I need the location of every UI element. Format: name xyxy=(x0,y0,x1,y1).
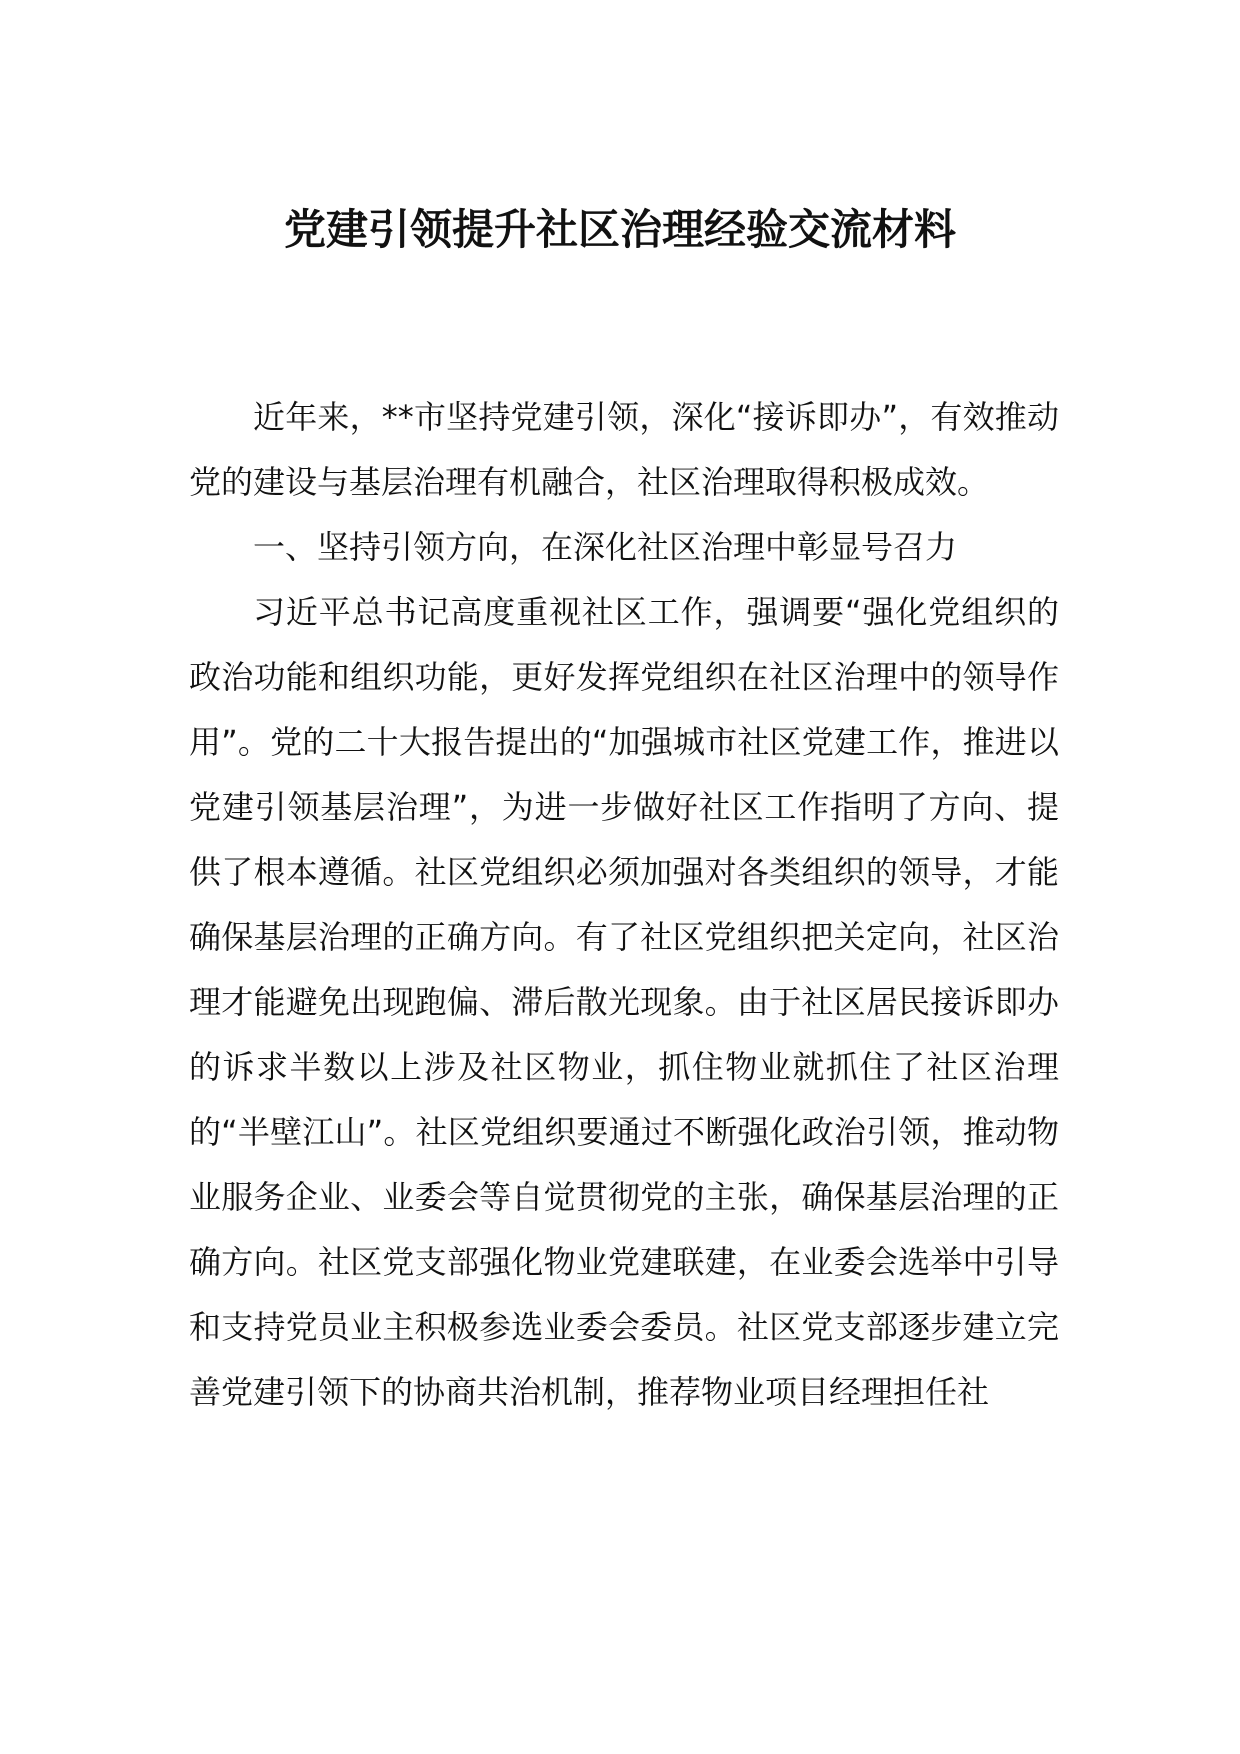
document-title: 党建引领提升社区治理经验交流材料 xyxy=(283,205,956,254)
paragraph-intro: 近年来，**市坚持党建引领，深化“接诉即办”，有效推动党的建设与基层治理有机融合，社区治理取得积极成效。 xyxy=(189,398,1059,501)
paragraph-section-1: 习近平总书记高度重视社区工作，强调要“强化党组织的政治功能和组织功能，更好发挥党组织在社区治理中的领导作用”。党的二十大报告提出的“加强城市社区党建工作，推进以党建引领基层治理”，为进一步做好社区工作指明了方向、提供了根本遵循。社区党组织必须加强对各类组织的领导，才能确保基层治理的正确方向。有了社区党组织把关定向，社区治理才能避免出现跑偏、滞后散光现象。由于社区居民接诉即办的诉求半数以上涉及社区物业，抓住物业就抓住了社区治理的“半壁江山”。社区党组织要通过不断强化政治引领，推动物业服务企业、业委会等自觉贯彻党的主张，确保基层治理的正确方向。社区党支部强化物业党建联建，在业委会选举中引导和支持党员业主积极参选业委会委员。社区党支部逐步建立完善党建引领下的协商共治机制，推荐物业项目经理担任社 xyxy=(189,593,1059,1411)
document-body xyxy=(189,385,1059,1425)
section-heading-1: 一、坚持引领方向，在深化社区治理中彰显号召力 xyxy=(253,528,958,566)
